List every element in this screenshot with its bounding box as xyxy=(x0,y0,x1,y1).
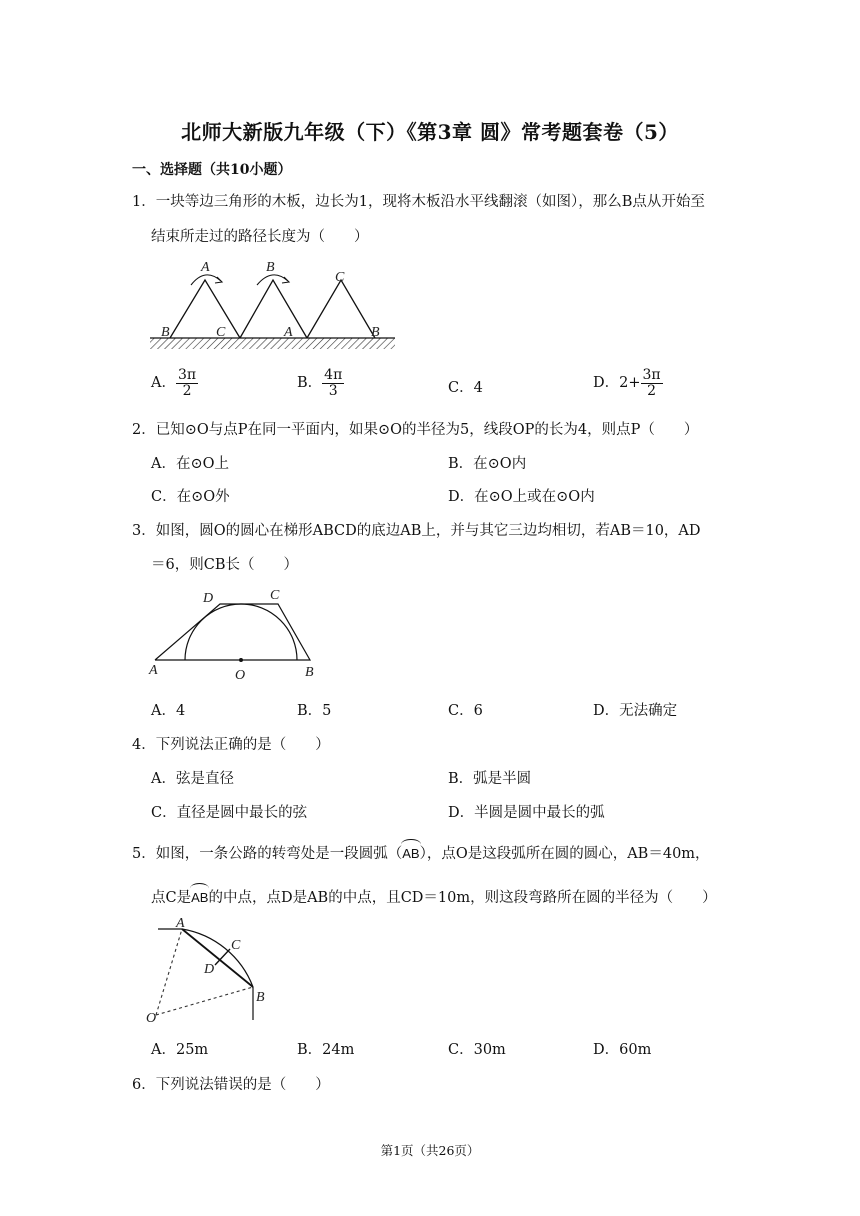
q4-option-a[interactable]: A．弦是直径 xyxy=(151,771,234,787)
triangle-2 xyxy=(240,280,307,338)
q1-option-b[interactable]: B． $\frac{4\pi}{3}$ xyxy=(297,367,343,399)
q4-option-d[interactable]: D．半圆是圆中最长的弧 xyxy=(448,805,605,821)
triangle-3 xyxy=(307,280,375,338)
q1-option-a[interactable]: A． $\frac{3\pi}{2}$ xyxy=(151,367,197,399)
q2-option-a[interactable]: A．在⊙O上 xyxy=(151,456,230,472)
label-A-bottom: A xyxy=(284,325,293,340)
arc-ab-symbol: AB xyxy=(402,846,420,861)
q1-option-d[interactable]: D．2+ $\frac{3\pi}{2}$ xyxy=(593,367,661,399)
q2-option-d[interactable]: D．在⊙O上或在⊙O内 xyxy=(448,489,595,505)
q6-text-line1: 6．下列说法错误的是（ ） xyxy=(132,1077,330,1093)
ground-hatch xyxy=(150,338,395,349)
q2-option-b[interactable]: B．在⊙O内 xyxy=(448,456,527,472)
semicircle xyxy=(185,604,297,660)
label-B-left: B xyxy=(161,325,170,340)
label-O: O xyxy=(146,1011,157,1026)
q4-option-c[interactable]: C．直径是圆中最长的弦 xyxy=(151,805,308,821)
label-A: A xyxy=(149,663,158,678)
label-O: O xyxy=(235,668,246,683)
label-D: D xyxy=(204,962,215,977)
q5-option-a[interactable]: A．25m xyxy=(151,1042,209,1058)
q5-road-arc-figure xyxy=(140,915,280,1027)
q1-text-line2: 结束所走过的路径长度为（ ） xyxy=(151,229,369,245)
label-A: A xyxy=(176,916,185,931)
label-D: D xyxy=(203,591,214,606)
section-heading: 一、选择题（共10小题） xyxy=(132,162,292,178)
radius-OB xyxy=(156,987,253,1015)
q2-option-c[interactable]: C．在⊙O外 xyxy=(151,489,230,505)
q1-text-line1: 1．一块等边三角形的木板，边长为1，现将木板沿水平线翻滚（如图），那么B点从开始至 xyxy=(132,194,705,210)
arc-ab-symbol-2: AB xyxy=(191,890,209,905)
trapezoid xyxy=(155,604,310,660)
q3-option-a[interactable]: A．4 xyxy=(151,703,186,719)
q1-option-c[interactable]: C．4 xyxy=(448,380,483,396)
q5-option-d[interactable]: D．60m xyxy=(593,1042,652,1058)
label-B: B xyxy=(256,990,265,1005)
page-footer: 第1页（共26页） xyxy=(380,1143,480,1158)
q1-rolling-triangle-figure xyxy=(145,255,400,355)
q2-text-line1: 2．已知⊙O与点P在同一平面内，如果⊙O的半径为5，线段OP的长为4，则点P（ ） xyxy=(132,422,699,438)
label-C: C xyxy=(270,588,280,603)
chord-AB xyxy=(182,929,253,987)
q3-text-line2: ＝6，则CB长（ ） xyxy=(151,557,298,573)
q3-text-line1: 3．如图，圆O的圆心在梯形ABCD的底边AB上，并与其它三边均相切，若AB＝10，AD xyxy=(132,523,701,539)
q3-option-b[interactable]: B．5 xyxy=(297,703,332,719)
roll-arc-1 xyxy=(191,275,221,285)
q5-text-line2: 点C是AB的中点，点D是AB的中点，且CD＝10m，则这段弯路所在圆的半径为（ ） xyxy=(151,890,717,906)
q4-option-b[interactable]: B．弧是半圆 xyxy=(448,771,532,787)
q4-text-line1: 4．下列说法正确的是（ ） xyxy=(132,737,330,753)
label-C-top: C xyxy=(335,270,345,285)
q5-text-line1: 5．如图，一条公路的转弯处是一段圆弧（AB），点O是这段弧所在圆的圆心，AB＝40m， xyxy=(132,846,710,862)
label-C-bottom: C xyxy=(216,325,226,340)
label-B: B xyxy=(305,665,314,680)
q3-option-c[interactable]: C．6 xyxy=(448,703,483,719)
q3-trapezoid-circle-figure xyxy=(145,582,330,684)
q5-option-b[interactable]: B．24m xyxy=(297,1042,355,1058)
center-point xyxy=(239,658,243,662)
label-B-top: B xyxy=(266,260,275,275)
label-A-top: A xyxy=(201,260,210,275)
q5-option-c[interactable]: C．30m xyxy=(448,1042,506,1058)
label-C: C xyxy=(231,938,241,953)
page-title: 北师大新版九年级（下）《第3章 圆》常考题套卷（5） xyxy=(181,120,679,144)
triangle-1 xyxy=(170,280,240,338)
radius-OA xyxy=(156,929,182,1015)
q3-option-d[interactable]: D．无法确定 xyxy=(593,703,678,719)
label-B-right: B xyxy=(371,325,380,340)
